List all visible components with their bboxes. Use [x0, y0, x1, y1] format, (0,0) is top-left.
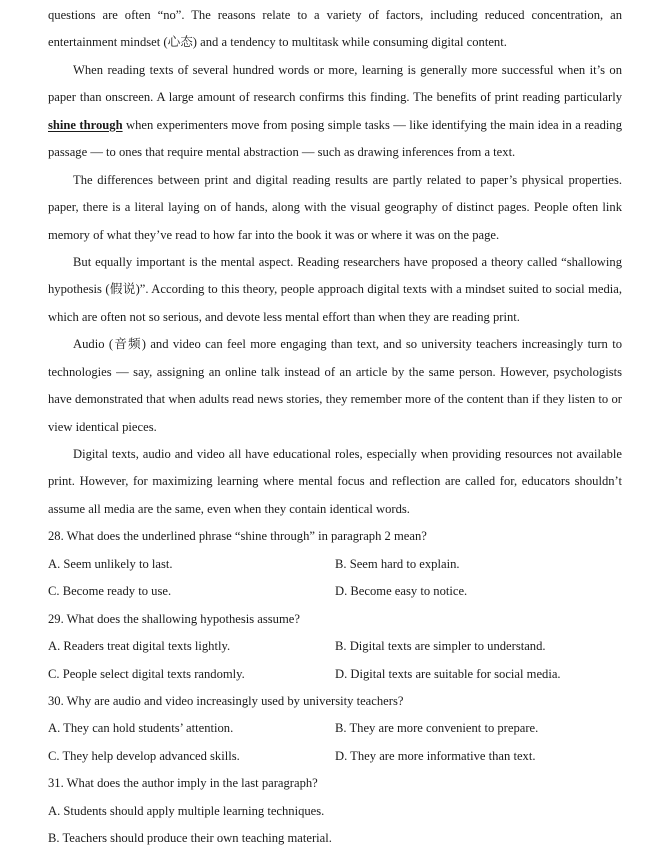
question-28-stem: 28. What does the underlined phrase “shine through” in paragraph 2 mean?: [48, 529, 427, 544]
p2-line-3-rest: when experimenters move from posing simple tasks — like identifying the main idea in a reading: [122, 117, 622, 132]
document-page: [48, 2, 622, 853]
p1-line-2: entertainment mindset (心态) and a tendency to multitask while consuming digital content.: [48, 35, 507, 50]
question-29-options-row-2: [48, 661, 622, 688]
p5-line-4: view identical pieces.: [48, 419, 157, 434]
option-28-b: B. Seem hard to explain.: [335, 556, 460, 571]
question-30-options-row-2: [48, 743, 622, 770]
p2-line-4: passage — to ones that require mental abstraction — such as drawing inferences from a text.: [48, 145, 516, 160]
p6-line-2: print. However, for maximizing learning where mental focus and reflection are called for, educators shouldn’t: [48, 474, 622, 489]
p4-line-2: hypothesis (假说)”. According to this theory, people approach digital texts with a mindset suited to social media,: [48, 282, 622, 297]
option-28-d: D. Become easy to notice.: [335, 584, 468, 599]
p5-line-2: technologies — say, assigning an online talk instead of an article by the same person. However, psychologists: [48, 364, 622, 379]
question-28-options-row-1: [48, 551, 622, 578]
p4-line-3: which are often not so serious, and devote less mental effort than when they are reading print.: [48, 309, 520, 324]
p6-line-1: Digital texts, audio and video all have educational roles, especially when providing resources not available: [73, 447, 622, 461]
p1-line-1: questions are often “no”. The reasons relate to a variety of factors, including reduced concentration, an: [48, 8, 622, 22]
p3-line-1: The differences between print and digital reading results are partly related to paper’s physical properties.: [73, 172, 622, 187]
underlined-phrase: shine through: [48, 117, 123, 132]
question-30-stem: 30. Why are audio and video increasingly used by university teachers?: [48, 693, 404, 708]
p2-line-3: [48, 112, 622, 139]
question-30-options-row-1: [48, 715, 622, 742]
p5-line-3: have demonstrated that when adults read news stories, they remember more of the content than if they listen to or: [48, 392, 622, 407]
question-29-stem: 29. What does the shallowing hypothesis assume?: [48, 611, 300, 626]
option-30-a: A. They can hold students’ attention.: [48, 721, 234, 736]
option-31-b: B. Teachers should produce their own teaching material.: [48, 831, 332, 846]
option-30-c: C. They help develop advanced skills.: [48, 748, 240, 763]
question-29-options-row-1: [48, 633, 622, 660]
option-31-a: A. Students should apply multiple learning techniques.: [48, 803, 325, 818]
option-28-c: C. Become ready to use.: [48, 584, 172, 599]
p5-line-1: Audio (音频) and video can feel more engaging than text, and so university teachers increasingly turn to: [73, 337, 622, 352]
option-28-a: A. Seem unlikely to last.: [48, 556, 173, 571]
option-30-b: B. They are more convenient to prepare.: [335, 721, 539, 736]
p2-line-1: When reading texts of several hundred words or more, learning is generally more successful when it’s on: [73, 62, 622, 77]
option-29-c: C. People select digital texts randomly.: [48, 666, 245, 681]
p4-line-1: But equally important is the mental aspect. Reading researchers have proposed a theory called “shallowing: [73, 254, 622, 269]
question-28-options-row-2: [48, 578, 622, 605]
p2-line-2: paper than onscreen. A large amount of research confirms this finding. The benefits of print reading particularly: [48, 90, 622, 105]
option-30-d: D. They are more informative than text.: [335, 748, 536, 763]
option-29-d: D. Digital texts are suitable for social media.: [335, 666, 561, 681]
option-29-a: A. Readers treat digital texts lightly.: [48, 639, 231, 654]
question-31-stem: 31. What does the author imply in the last paragraph?: [48, 776, 318, 791]
p3-line-2: paper, there is a literal laying on of hands, along with the visual geography of distinct pages. People often link: [48, 200, 622, 215]
p6-line-3: assume all media are the same, even when they contain identical words.: [48, 501, 410, 516]
option-29-b: B. Digital texts are simpler to understand.: [335, 639, 546, 654]
p3-line-3: memory of what they’ve read to how far into the book it was or where it was on the page.: [48, 227, 500, 242]
